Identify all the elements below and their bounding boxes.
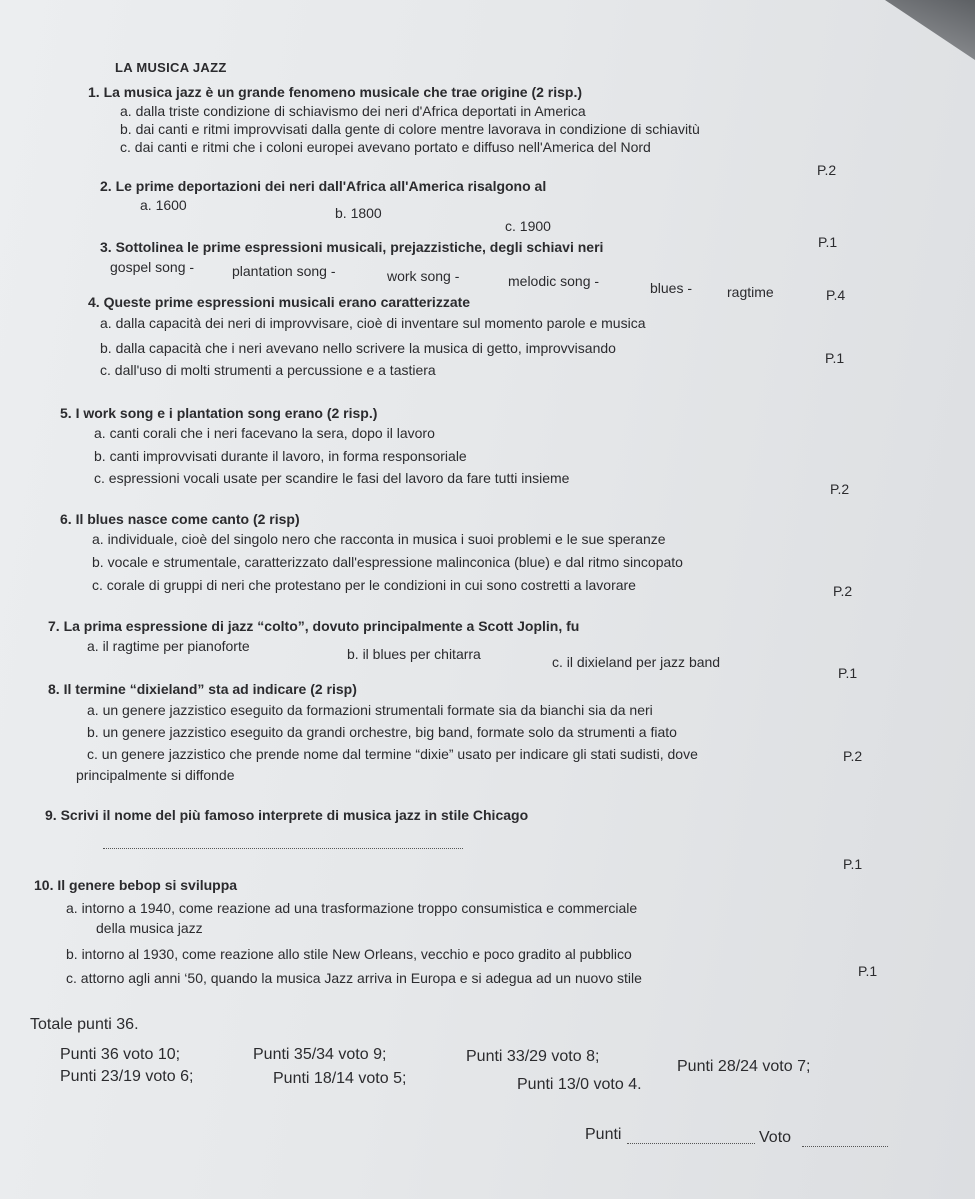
q10-option-c[interactable]: c. attorno agli anni ‘50, quando la musica Jazz arriva in Europa e si adegua ad un nuovo stile [66,970,642,986]
question-3: 3. Sottolinea le prime espressioni musicali, prejazzistiche, degli schiavi neri [100,239,604,255]
q3-option-melodic[interactable]: melodic song - [508,273,600,289]
question-9: 9. Scrivi il nome del più famoso interprete di musica jazz in stile Chicago [45,807,529,823]
grade-5: Punti 18/14 voto 5; [273,1070,407,1087]
q1-points: P.2 [817,162,837,178]
q1-option-c[interactable]: c. dai canti e ritmi che i coloni europei avevano portato e diffuso nell'America del Nord [120,139,651,155]
q2-option-c[interactable]: c. 1900 [505,218,551,234]
grade-4: Punti 13/0 voto 4. [517,1076,642,1093]
question-5: 5. I work song e i plantation song erano (2 risp.) [60,405,378,421]
q5-option-c[interactable]: c. espressioni vocali usate per scandire le fasi del lavoro da fare tutti insieme [94,470,570,486]
q4-option-b[interactable]: b. dalla capacità che i neri avevano nello scrivere la musica di getto, improvvisando [100,340,616,356]
q10-option-a[interactable]: a. intorno a 1940, come reazione ad una trasformazione troppo consumistica e commerciale [66,900,638,916]
q8-points: P.2 [843,748,863,764]
page-title: LA MUSICA JAZZ [115,60,227,75]
q3-option-work[interactable]: work song - [387,268,460,284]
grade-8: Punti 33/29 voto 8; [466,1048,600,1065]
q4-points: P.1 [825,350,845,366]
question-2: 2. Le prime deportazioni dei neri dall'Africa all'America risalgono al [100,178,547,194]
q7-option-c[interactable]: c. il dixieland per jazz band [552,654,721,670]
q3-option-plantation[interactable]: plantation song - [232,263,336,279]
question-4: 4. Queste prime espressioni musicali erano caratterizzate [88,294,471,310]
q9-answer-line[interactable] [103,848,463,849]
q9-points: P.1 [843,856,863,872]
q1-option-a[interactable]: a. dalla triste condizione di schiavismo dei neri d'Africa deportati in America [120,103,586,119]
punti-field[interactable] [627,1143,755,1144]
q2-option-b[interactable]: b. 1800 [335,205,382,221]
grade-6: Punti 23/19 voto 6; [60,1068,194,1085]
q2-option-a[interactable]: a. 1600 [140,197,187,213]
total-points: Totale punti 36. [30,1016,139,1033]
question-1: 1. La musica jazz è un grande fenomeno musicale che trae origine (2 risp.) [88,84,583,100]
question-8: 8. Il termine “dixieland” sta ad indicare (2 risp) [48,681,357,697]
q2-points: P.1 [818,234,838,250]
grade-7: Punti 28/24 voto 7; [677,1058,811,1075]
q6-option-b[interactable]: b. vocale e strumentale, caratterizzato dall'espressione malinconica (blue) e dal ritmo sincopato [92,554,683,570]
q3-points: P.4 [826,287,846,303]
q7-option-b[interactable]: b. il blues per chitarra [347,646,481,662]
grade-9: Punti 35/34 voto 9; [253,1046,387,1063]
q8-option-c-continued: principalmente si diffonde [76,767,235,783]
q8-option-c[interactable]: c. un genere jazzistico che prende nome dal termine “dixie” usato per indicare gli stati sudisti, dove [87,746,698,762]
q3-option-gospel[interactable]: gospel song - [110,259,195,275]
q10-points: P.1 [858,963,878,979]
q8-option-b[interactable]: b. un genere jazzistico eseguito da grandi orchestre, big band, formate solo da strumenti a fiato [87,724,677,740]
question-10: 10. Il genere bebop si sviluppa [34,877,238,893]
grade-10: Punti 36 voto 10; [60,1046,181,1063]
q5-option-a[interactable]: a. canti corali che i neri facevano la sera, dopo il lavoro [94,425,435,441]
q10-option-b[interactable]: b. intorno al 1930, come reazione allo stile New Orleans, vecchio e poco gradito al pubblico [66,946,632,962]
q7-option-a[interactable]: a. il ragtime per pianoforte [87,638,250,654]
voto-label: Voto [759,1129,792,1146]
q3-option-ragtime[interactable]: ragtime [727,284,774,300]
q6-option-c[interactable]: c. corale di gruppi di neri che protestano per le condizioni in cui sono costretti a lavorare [92,577,636,593]
voto-field[interactable] [802,1146,888,1147]
q6-points: P.2 [833,583,853,599]
punti-label: Punti [585,1126,622,1143]
q5-points: P.2 [830,481,850,497]
q5-option-b[interactable]: b. canti improvvisati durante il lavoro, in forma responsoriale [94,448,467,464]
q3-option-blues[interactable]: blues - [650,280,693,296]
q1-option-b[interactable]: b. dai canti e ritmi improvvisati dalla gente di colore mentre lavorava in condizione di schiavitù [120,121,700,137]
q4-option-a[interactable]: a. dalla capacità dei neri di improvvisare, cioè di inventare sul momento parole e musica [100,315,646,331]
q6-option-a[interactable]: a. individuale, cioè del singolo nero che racconta in musica i suoi problemi e le sue speranze [92,531,666,547]
q8-option-a[interactable]: a. un genere jazzistico eseguito da formazioni strumentali formate sia da bianchi sia da neri [87,702,653,718]
question-6: 6. Il blues nasce come canto (2 risp) [60,511,300,527]
q7-points: P.1 [838,665,858,681]
question-7: 7. La prima espressione di jazz “colto”, dovuto principalmente a Scott Joplin, fu [48,618,580,634]
q10-option-a-continued: della musica jazz [96,920,203,936]
q4-option-c[interactable]: c. dall'uso di molti strumenti a percussione e a tastiera [100,362,436,378]
